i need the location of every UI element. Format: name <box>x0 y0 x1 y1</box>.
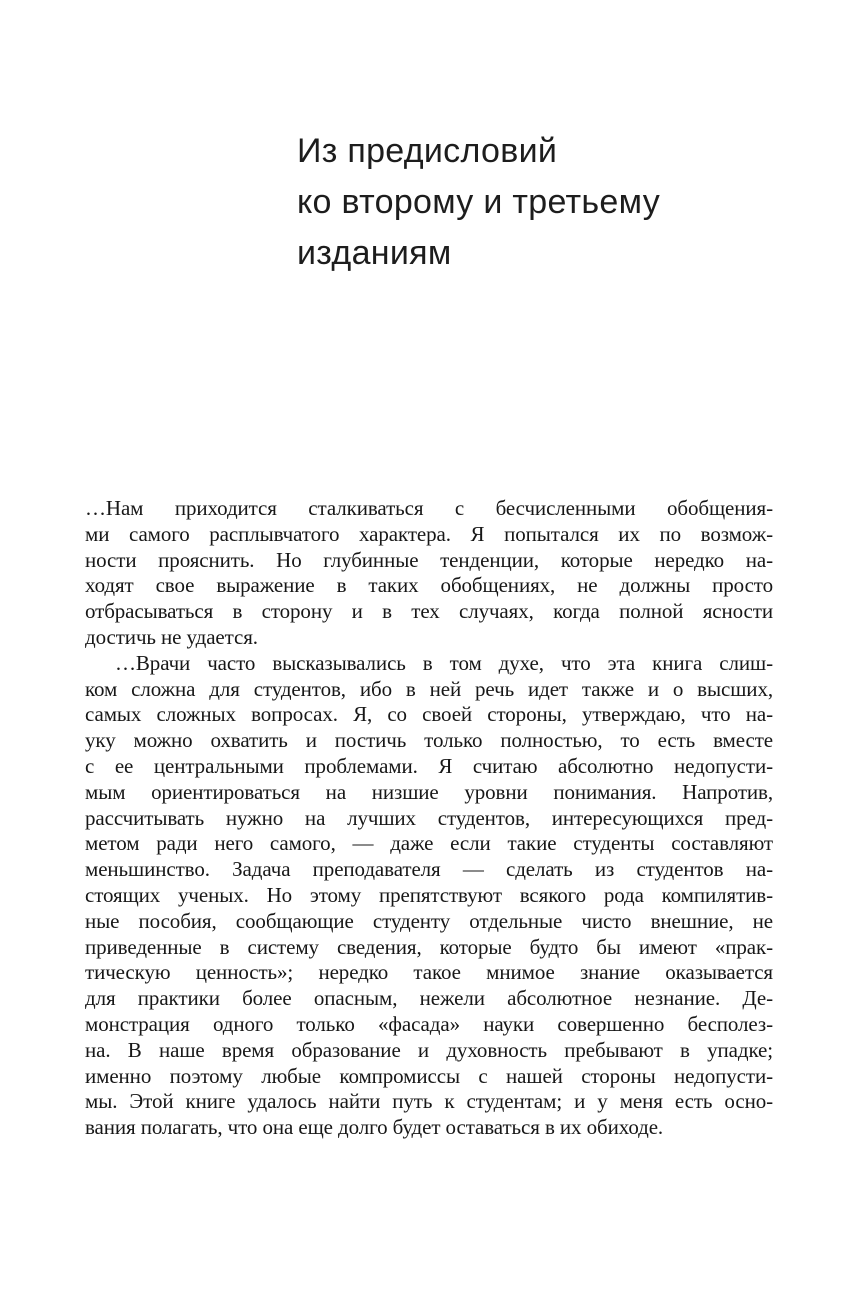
heading-line: изданиям <box>297 234 452 272</box>
text-line: …Врачи часто высказывались в том духе, что эта книга слиш- <box>115 650 773 675</box>
text-line: мым ориентироваться на низшие уровни понимания. Напротив, <box>85 779 773 804</box>
text-line: ми самого расплывчатого характера. Я попытался их по возмож- <box>85 521 773 546</box>
text-line: на. В наше время образование и духовность пребывают в упадке; <box>85 1037 773 1062</box>
text-line: достичь не удается. <box>85 624 258 649</box>
text-line: ком сложна для студентов, ибо в ней речь идет также и о высших, <box>85 676 773 701</box>
chapter-heading <box>297 126 660 279</box>
heading-line: Из предисловий <box>297 132 558 170</box>
text-line: с ее центральными проблемами. Я считаю абсолютно недопусти- <box>85 753 773 778</box>
text-line: монстрация одного только «фасада» науки совершенно бесполез- <box>85 1011 773 1036</box>
paragraph <box>85 496 773 651</box>
heading-line: ко второму и третьему <box>297 183 661 221</box>
paragraph <box>85 651 773 1141</box>
body-text <box>85 496 773 1141</box>
text-line: именно поэтому любые компромиссы с нашей стороны недопусти- <box>85 1063 773 1088</box>
text-line: самых сложных вопросах. Я, со своей стороны, утверждаю, что на- <box>85 702 773 727</box>
text-line: рассчитывать нужно на лучших студентов, интересующихся пред- <box>85 805 773 830</box>
text-line: отбрасываться в сторону и в тех случаях, когда полной ясности <box>85 599 773 624</box>
text-line: стоящих ученых. Но этому препятствуют всякого рода компилятив- <box>85 882 773 907</box>
text-line: ные пособия, сообщающие студенту отдельные чисто внешние, не <box>85 908 773 933</box>
text-line: мы. Этой книге удалось найти путь к студентам; и у меня есть осно- <box>85 1089 773 1114</box>
text-line: ности прояснить. Но глубинные тенденции, которые нередко на- <box>85 547 773 572</box>
text-line: меньшинство. Задача преподавателя — сделать из студентов на- <box>85 857 773 882</box>
text-line: тическую ценность»; нередко такое мнимое знание оказывается <box>85 960 773 985</box>
text-line: ходят свое выражение в таких обобщениях, не должны просто <box>85 573 773 598</box>
text-line: …Нам приходится сталкиваться с бесчисленными обобщения- <box>85 496 773 520</box>
text-line: уку можно охватить и постичь только полностью, то есть вместе <box>85 728 773 753</box>
text-line: метом ради него самого, — даже если такие студенты составляют <box>85 831 773 856</box>
text-line: вания полагать, что она еще долго будет оставаться в их обиходе. <box>85 1115 664 1140</box>
text-line: для практики более опасным, нежели абсолютное незнание. Де- <box>85 986 773 1011</box>
text-line: приведенные в систему сведения, которые будто бы имеют «прак- <box>85 934 773 959</box>
